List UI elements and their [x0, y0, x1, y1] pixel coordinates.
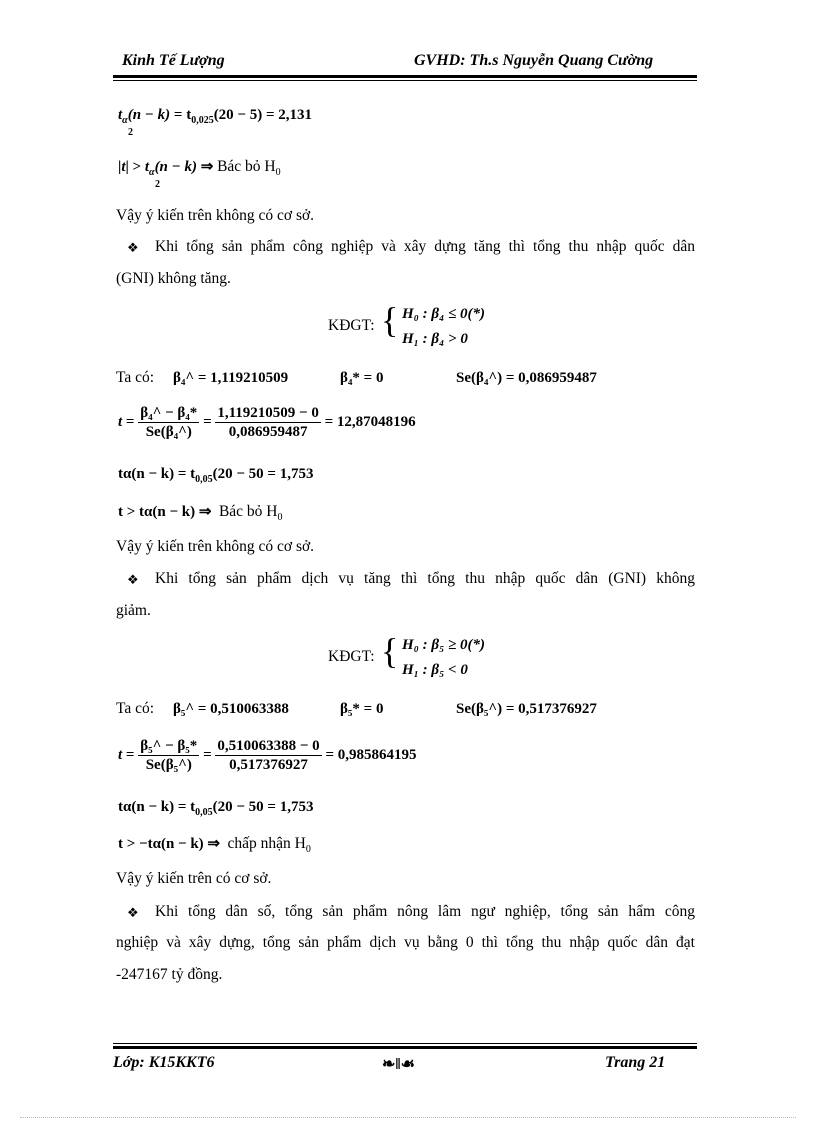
s4-decision: t > tα(n − k) ⇒ Bác bỏ $H_0$: [118, 503, 283, 523]
s4-claim-line2: (GNI) không tăng.: [116, 270, 231, 287]
footer-page-number: Trang 21: [605, 1054, 666, 1071]
s5-beta-hat: β₅^ = 0,510063388: [173, 701, 289, 717]
conclusion-b1: Vậy ý kiến trên không có cơ sở.: [116, 207, 315, 224]
s4-h0: H₀ : β₄ ≤ 0(*): [402, 306, 486, 322]
bullet-icon: ❖: [127, 572, 139, 587]
s4-t-statistic: t = $\frac{\text{β₄\textasciicircum{} − β₄*}}{\text{Se(β₄\textasciicircum{})}}$ = $\frac{1,119210509 - 0}{0,086959487}$ = 12,87048196: [118, 405, 416, 440]
s4-brace: {: [381, 300, 399, 340]
s4-se: Se(β₄^) = 0,086959487: [456, 370, 597, 386]
s4-ta-co: Ta có:: [116, 369, 155, 386]
alpha-half-denominator-2: 2: [155, 179, 160, 190]
s6-claim-line1: Khi tổng dân số, tổng sản phẩm nông lâm ngư nghiệp, tổng sản hẩm công: [155, 903, 695, 920]
alpha-half-denominator: 2: [128, 127, 133, 138]
s5-h0: H₀ : β₅ ≥ 0(*): [402, 637, 486, 653]
s5-beta-star: β₅* = 0: [340, 701, 384, 717]
s4-h1: H₁ : β₄ > 0: [402, 331, 468, 347]
header-rule-thick: [113, 75, 697, 78]
header-rule-thin: [113, 80, 697, 81]
decision-b1: $|t| > t_\alpha(n - k)$ ⇒ Bác bỏ $H_0$: [118, 158, 281, 178]
s5-claim-line2: giảm.: [116, 602, 151, 619]
s5-kdgt-label: KĐGT:: [328, 648, 375, 665]
s5-conclusion: Vậy ý kiến trên có cơ sở.: [116, 870, 272, 887]
s5-h1: H₁ : β₅ < 0: [402, 662, 468, 678]
header-course-title: Kinh Tế Lượng: [122, 52, 225, 69]
footer-class: Lớp: K15KKT6: [113, 1054, 215, 1071]
s5-claim-line1: Khi tổng sản phẩm dịch vụ tăng thì tổng thu nhập quốc dân (GNI) không: [155, 570, 695, 587]
s4-t-critical: $t\alpha(n - k) = t_{0,05}(20 - 50 = 1,753$: [118, 466, 314, 485]
s5-t-statistic: t = $\frac{\text{β₅\textasciicircum{} − β₅*}}{\text{Se(β₅\textasciicircum{})}}$ = $\frac{0,510063388 - 0}{0,517376927}$ = 0,985864195: [118, 738, 417, 773]
s6-claim-line2: nghiệp và xây dựng, tổng sản phẩm dịch vụ bằng 0 thì tổng thu nhập quốc dân đạt: [116, 934, 695, 951]
s5-se: Se(β₅^) = 0,517376927: [456, 701, 597, 717]
s4-beta-hat: β₄^ = 1,119210509: [173, 370, 289, 386]
s5-decision: t > −tα(n − k) ⇒ chấp nhận $H_0$: [118, 835, 311, 855]
t-critical-value-b1: $t_\alpha(n - k) = t_{0,025}(20 - 5) = 2,131$: [118, 107, 313, 126]
bullet-icon: ❖: [127, 240, 139, 255]
s5-ta-co: Ta có:: [116, 700, 155, 717]
s5-t-critical: $t\alpha(n - k) = t_{0,05}(20 - 50 = 1,753$: [118, 799, 314, 818]
footer-rule-thin: [113, 1043, 697, 1044]
footer-ornament-icon: ❧‖☙: [382, 1056, 415, 1073]
bullet-icon: ❖: [127, 905, 139, 920]
page-edge-dotted-line: [20, 1117, 796, 1118]
s4-conclusion: Vậy ý kiến trên không có cơ sở.: [116, 538, 315, 555]
s4-claim-line1: Khi tổng sản phẩm công nghiệp và xây dựng tăng thì tổng thu nhập quốc dân: [155, 238, 695, 255]
header-instructor: GVHD: Th.s Nguyễn Quang Cường: [414, 52, 654, 69]
s4-beta-star: β₄* = 0: [340, 370, 384, 386]
s5-brace: {: [381, 631, 399, 671]
footer-rule-thick: [113, 1046, 697, 1049]
s6-claim-line3: -247167 tỷ đồng.: [116, 966, 223, 983]
s4-kdgt-label: KĐGT:: [328, 317, 375, 334]
